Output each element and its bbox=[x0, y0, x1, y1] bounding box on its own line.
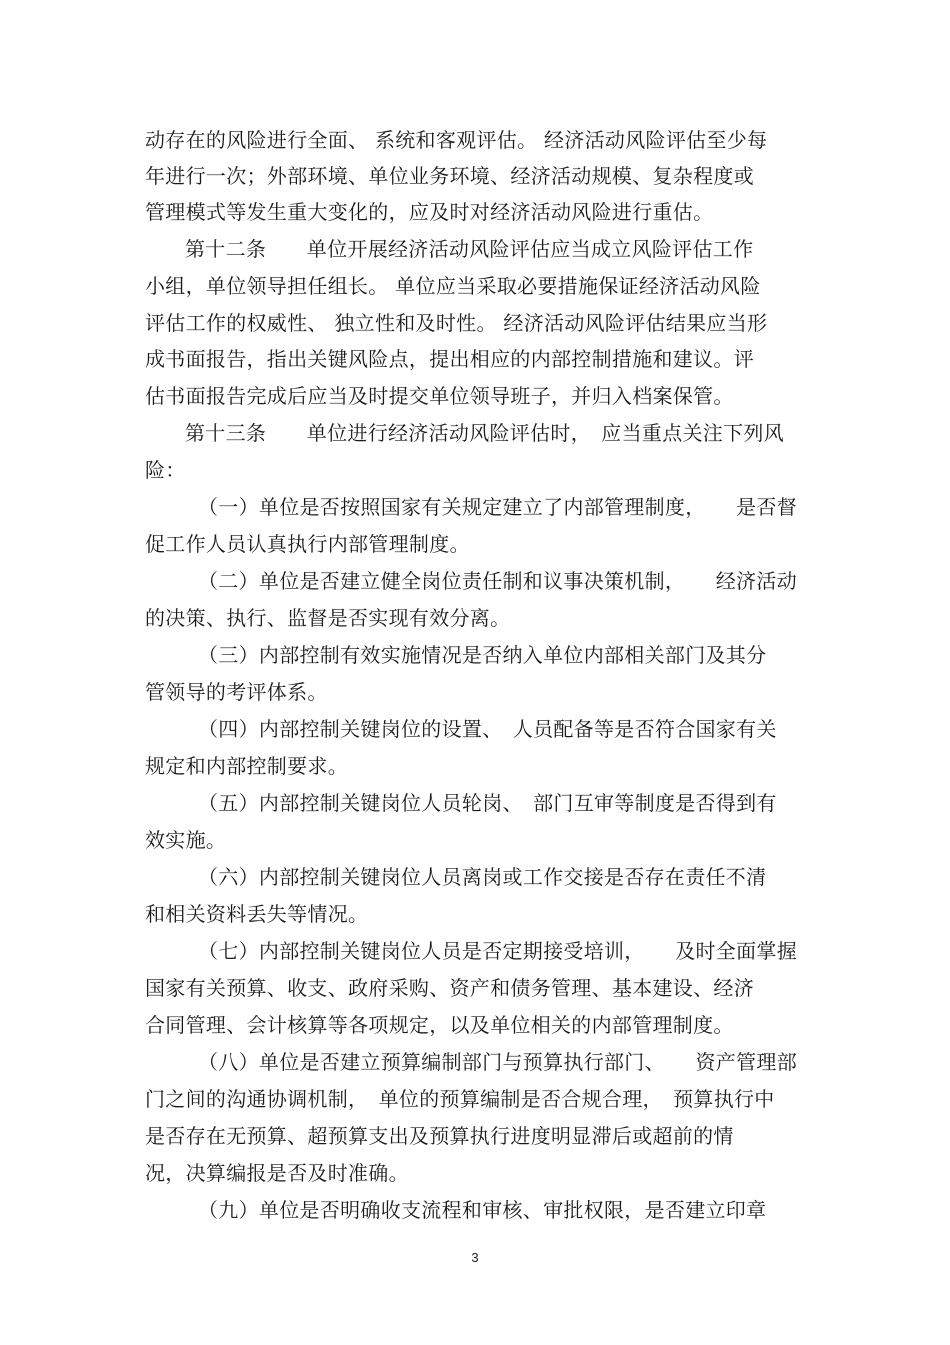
list-item-8-line: （八）单位是否建立预算编制部门与预算执行部门、 资产管理部 bbox=[198, 1050, 797, 1074]
list-item-9-line: （九）单位是否明确收支流程和审核、审批权限，是否建立印章 bbox=[198, 1198, 767, 1222]
page-number: 3 bbox=[471, 1250, 479, 1265]
text-line: 年进行一次；外部环境、单位业务环境、经济活动规模、复杂程度或 bbox=[145, 164, 754, 188]
text-line: 的决策、执行、监督是否实现有效分离。 bbox=[145, 606, 511, 630]
text-line: 管理模式等发生重大变化的，应及时对经济活动风险进行重估。 bbox=[145, 200, 714, 224]
text-line: 况，决算编报是否及时准确。 bbox=[145, 1161, 409, 1185]
article-12-heading-line: 第十二条 单位开展经济活动风险评估应当成立风险评估工作 bbox=[185, 237, 754, 261]
text-line: 动存在的风险进行全面、 系统和客观评估。 经济活动风险评估至少每 bbox=[145, 128, 768, 152]
text-line: 评估工作的权威性、 独立性和及时性。 经济活动风险评估结果应当形 bbox=[145, 311, 768, 335]
text-line: 国家有关预算、收支、政府采购、资产和债务管理、基本建设、经济 bbox=[145, 976, 754, 1000]
list-item-3-line: （三）内部控制有效实施情况是否纳入单位内部相关部门及其分 bbox=[198, 643, 767, 667]
text-line: 效实施。 bbox=[145, 828, 227, 852]
list-item-2-line: （二）单位是否建立健全岗位责任制和议事决策机制， 经济活动 bbox=[198, 569, 797, 593]
text-line: 管领导的考评体系。 bbox=[145, 680, 328, 704]
text-line: 成书面报告，指出关键风险点，提出相应的内部控制措施和建议。评 bbox=[145, 347, 754, 371]
article-13-heading-line: 第十三条 单位进行经济活动风险评估时， 应当重点关注下列风 bbox=[185, 421, 784, 445]
list-item-7-line: （七）内部控制关键岗位人员是否定期接受培训， 及时全面掌握 bbox=[198, 939, 797, 963]
text-line: 小组，单位领导担任组长。 单位应当采取必要措施保证经济活动风险 bbox=[145, 274, 761, 298]
text-line: 险： bbox=[145, 458, 186, 482]
text-line: 和相关资料丢失等情况。 bbox=[145, 902, 369, 926]
text-line: 门之间的沟通协调机制， 单位的预算编制是否合规合理， 预算执行中 bbox=[145, 1087, 775, 1111]
text-line: 合同管理、会计核算等各项规定，以及单位相关的内部管理制度。 bbox=[145, 1013, 734, 1037]
list-item-4-line: （四）内部控制关键岗位的设置、 人员配备等是否符合国家有关 bbox=[198, 717, 777, 741]
text-line: 规定和内部控制要求。 bbox=[145, 754, 348, 778]
list-item-1-line: （一）单位是否按照国家有关规定建立了内部管理制度， 是否督 bbox=[198, 495, 797, 519]
text-line: 是否存在无预算、超预算支出及预算执行进度明显滞后或超前的情 bbox=[145, 1124, 734, 1148]
text-line: 促工作人员认真执行内部管理制度。 bbox=[145, 532, 470, 556]
list-item-6-line: （六）内部控制关键岗位人员离岗或工作交接是否存在责任不清 bbox=[198, 865, 767, 889]
text-line: 估书面报告完成后应当及时提交单位领导班子，并归入档案保管。 bbox=[145, 384, 734, 408]
list-item-5-line: （五）内部控制关键岗位人员轮岗、 部门互审等制度是否得到有 bbox=[198, 791, 777, 815]
